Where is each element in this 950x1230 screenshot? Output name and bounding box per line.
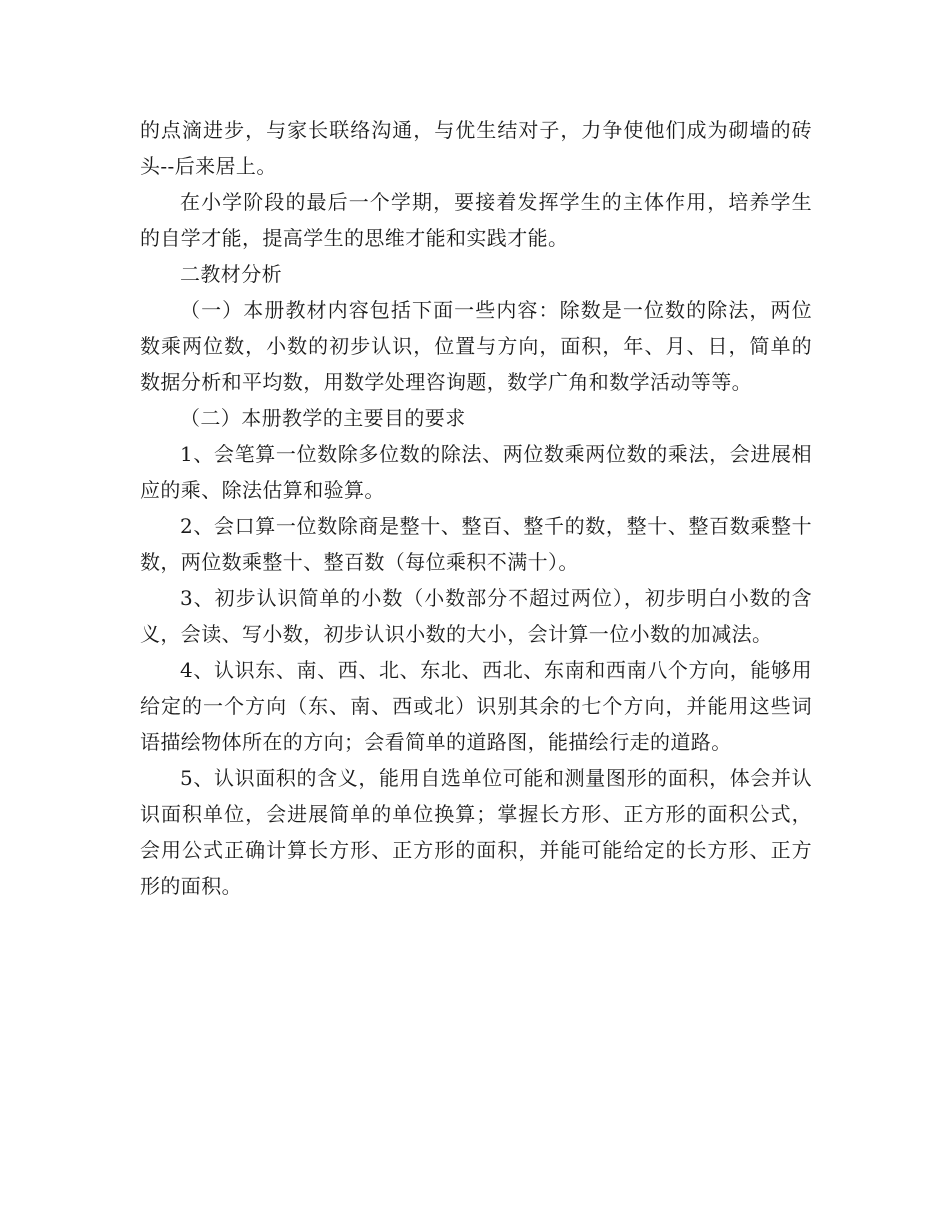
continued-paragraph: 的点滴进步，与家长联络沟通，与优生结对子，力争使他们成为砌墙的砖头--后来居上。 (140, 118, 812, 178)
list-item-2: 2、会口算一位数除商是整十、整百、整千的数，整十、整百数乘整十数，两位数乘整十、整百数（每位乘积不满十）。 (140, 514, 812, 574)
section-heading: 二教材分析 (180, 262, 282, 286)
part-one-paragraph: （一）本册教材内容包括下面一些内容：除数是一位数的除法，两位数乘两位数，小数的初步认识，位置与方向，面积，年、月、日，简单的数据分析和平均数，用数学处理咨询题，数学广角和数学活动等等。 (140, 298, 812, 394)
part-two-heading: （二）本册教学的主要目的要求 (180, 406, 466, 430)
list-item-3: 3、初步认识简单的小数（小数部分不超过两位），初步明白小数的含义，会读、写小数，初步认识小数的大小，会计算一位小数的加减法。 (140, 586, 812, 646)
list-item-5: 5、认识面积的含义，能用自选单位可能和测量图形的面积，体会并认识面积单位，会进展简单的单位换算；掌握长方形、正方形的面积公式，会用公式正确计算长方形、正方形的面积，并能可能给定的长方形、正方形的面积。 (140, 766, 812, 898)
list-item-1: 1、会笔算一位数除多位数的除法、两位数乘两位数的乘法，会进展相应的乘、除法估算和验算。 (140, 442, 812, 502)
document-body (140, 112, 812, 904)
intro-paragraph: 在小学阶段的最后一个学期，要接着发挥学生的主体作用，培养学生的自学才能，提高学生的思维才能和实践才能。 (140, 190, 812, 250)
list-item-4: 4、认识东、南、西、北、东北、西北、东南和西南八个方向，能够用给定的一个方向（东、南、西或北）识别其余的七个方向，并能用这些词语描绘物体所在的方向；会看简单的道路图，能描绘行走的道路。 (140, 658, 812, 754)
